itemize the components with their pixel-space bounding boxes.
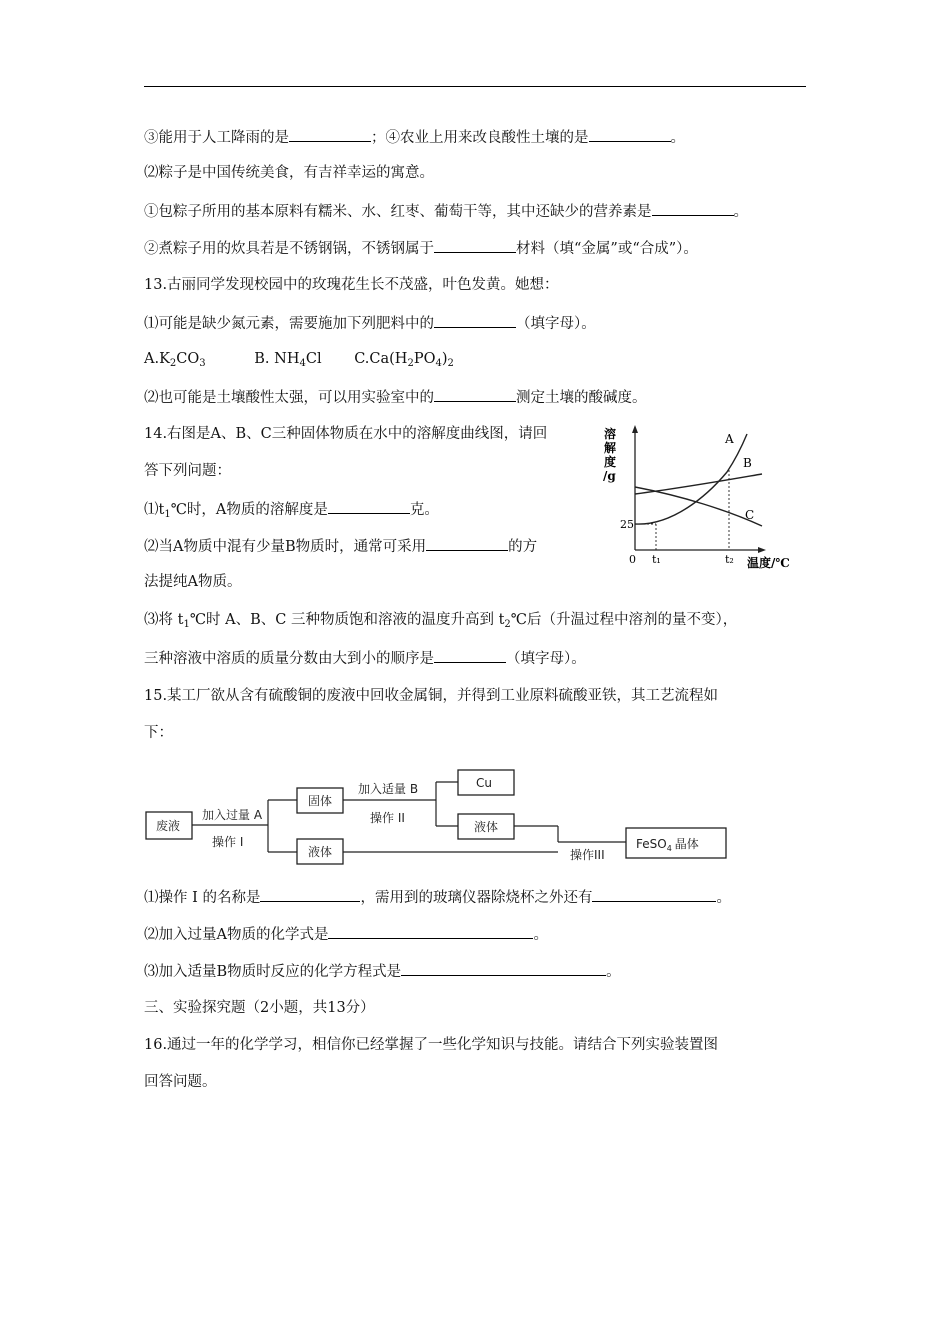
answer-blank[interactable] [434,647,506,663]
x-tick-t2: t₂ [725,553,734,566]
text: ℃时，A物质的溶解度是 [170,502,328,518]
text: ；④农业上用来改良酸性土壤的是 [371,130,589,146]
answer-blank[interactable] [434,386,516,402]
line-q13-1 [144,312,596,334]
text: ⑵加入过量A物质的化学式是 [144,927,329,943]
subscript: 1 [164,509,171,520]
answer-blank[interactable] [589,126,671,142]
answer-blank[interactable] [328,498,410,514]
op1-label: 操作 I [212,835,244,849]
text: （填字母）。 [506,651,586,667]
text: 。 [670,130,685,146]
y-axis-arrow [632,425,638,433]
question-15 [144,686,718,706]
section-3-heading [144,998,375,1018]
text: 16.通过一年的化学学习，相信你已经掌握了一些化学知识与技能。请结合下列实验装置图 [144,1037,719,1053]
option-c: $C.Ca(H_2PO_4)_2$ [354,351,454,369]
add-a-label: 加入过量 A [202,808,263,822]
line-q14-3 [144,610,737,630]
line-q12-1-3 [144,126,685,148]
question-14-cont [144,461,231,481]
text: 克。 [409,502,439,518]
text: 。 [533,927,548,943]
add-b-label: 加入适量 B [358,782,419,796]
text: ⑵粽子是中国传统美食，有吉祥幸运的寓意。 [144,165,434,181]
waste-label: 废液 [156,819,181,833]
question-14 [144,424,547,444]
text: 三种溶液中溶质的质量分数由大到小的顺序是 [144,651,434,667]
line-q12-2-1 [144,200,748,222]
text: 回答问题。 [144,1074,217,1090]
label-a: A [725,432,734,446]
text: 。 [733,204,748,220]
text: ℃后（升温过程中溶剂的量不变）， [510,612,738,628]
answer-blank[interactable] [434,312,516,328]
solid-label: 固体 [308,794,333,808]
op3-label: 操作III [570,848,605,862]
line-q15-1 [144,886,731,908]
text: ③能用于人工降雨的是 [144,130,289,146]
text: 材料（填“金属”或“合成”）。 [516,241,698,257]
process-flow-diagram [140,764,740,868]
liquid2-label: 液体 [474,820,499,834]
product-label: FeSO$_4$ 晶体 [636,837,699,853]
text: ⑵当A物质中混有少量B物质时，通常可采用 [144,539,427,555]
answer-blank[interactable] [592,886,716,902]
x-axis-label: 温度/℃ [747,556,790,569]
question-16-cont [144,1072,217,1092]
text: ⑴可能是缺少氮元素，需要施加下列肥料中的 [144,316,434,332]
line-q14-2 [144,535,537,557]
question-13 [144,275,559,295]
text: ，需用到的玻璃仪器除烧杯之外还有 [360,890,593,906]
text: 三、实验探究题（2小题，共13分） [144,1000,375,1016]
text: ②煮粽子用的炊具若是不锈钢锅，不锈钢属于 [144,241,434,257]
q13-options [144,349,454,369]
text: ⑴操作 I 的名称是 [144,890,261,906]
header-rule [144,86,806,87]
text: 15.某工厂欲从含有硫酸铜的废液中回收金属铜，并得到工业原料硫酸亚铁，其工艺流程如 [144,688,719,704]
answer-blank[interactable] [328,923,533,939]
line-q14-1 [144,498,439,520]
line-q13-2 [144,386,647,408]
option-a: $A.K_2CO_3$ [144,351,206,369]
label-b: B [743,456,752,470]
y-axis-label: 溶 解 度 /g [603,427,617,483]
text: 14.右图是A、B、C三种固体物质在水中的溶解度曲线图，请回 [144,426,548,442]
label-c: C [745,508,755,522]
text: ⑶将 t [144,612,184,628]
line-q14-3-cont [144,647,586,669]
answer-blank[interactable] [434,237,516,253]
text: ⑴t [144,502,165,518]
x-tick-t1: t₁ [652,553,661,566]
x-tick-0: 0 [629,553,636,566]
question-16 [144,1035,718,1055]
option-b: B. $NH_4Cl$ [254,351,322,369]
text: ①包粽子所用的基本原料有糯米、水、红枣、葡萄干等，其中还缺少的营养素是 [144,204,652,220]
text: ⑵也可能是土壤酸性太强，可以用实验室中的 [144,390,434,406]
answer-blank[interactable] [426,535,508,551]
cu-label: Cu [476,776,492,790]
text: 法提纯A物质。 [144,574,242,590]
text: ⑶加入适量B物质时反应的化学方程式是 [144,964,402,980]
subscript: 1 [183,619,190,630]
answer-blank[interactable] [289,126,371,142]
op2-label: 操作 II [370,811,405,825]
line-q12-2-2 [144,237,698,259]
y-tick-25: 25 [620,518,634,531]
line-q15-3 [144,960,621,982]
answer-blank[interactable] [652,200,734,216]
text: ℃时 A、B、C 三种物质饱和溶液的温度升高到 t [189,612,505,628]
text: 测定土壤的酸碱度。 [516,390,647,406]
text: （填字母）。 [516,316,596,332]
text: 。 [716,890,731,906]
line-q12-2 [144,163,434,183]
liquid1-label: 液体 [308,845,333,859]
curve-c [635,487,762,526]
text: 的方 [508,539,538,555]
question-15-cont [144,723,173,743]
line-q15-2 [144,923,548,945]
text: 13.古丽同学发现校园中的玫瑰花生长不茂盛，叶色发黄。她想： [144,277,559,293]
x-axis-arrow [758,547,766,553]
answer-blank[interactable] [401,960,606,976]
solubility-chart [602,424,802,569]
text: 答下列问题： [144,463,231,479]
answer-blank[interactable] [260,886,360,902]
line-q14-2-cont [144,572,241,592]
subscript: 2 [504,619,511,630]
text: 下： [144,725,173,741]
text: 。 [606,964,621,980]
